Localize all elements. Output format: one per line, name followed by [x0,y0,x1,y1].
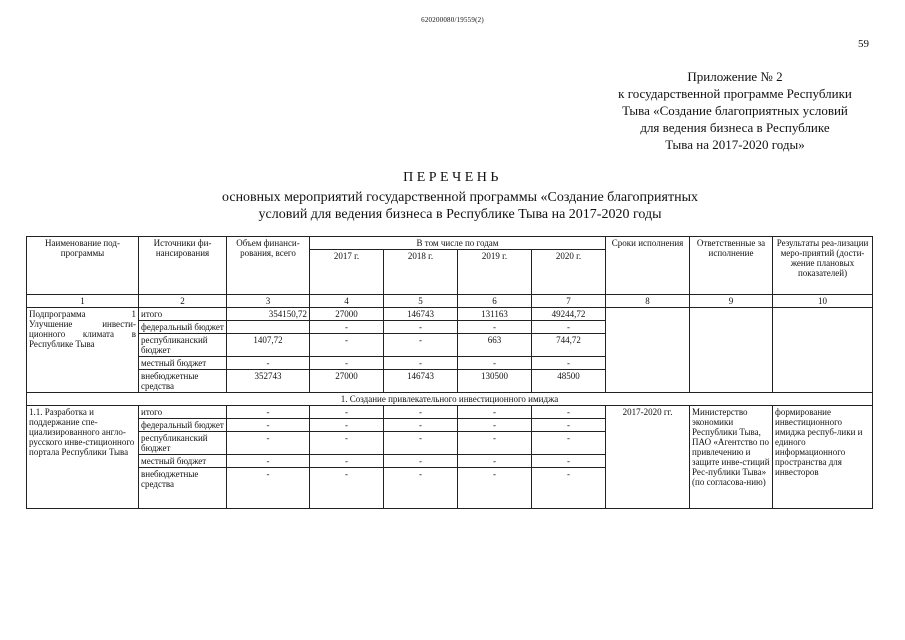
header-2018: 2018 г. [384,250,458,295]
year-2018-cell: - [384,321,458,334]
year-2017-cell: - [310,432,384,455]
section-title: 1. Создание привлекательного инвестиционного имиджа [27,393,873,406]
item-terms: 2017-2020 гг. [606,406,690,509]
year-2018-cell: 146743 [384,308,458,321]
year-2017-cell: - [310,406,384,419]
subtitle-line: условий для ведения бизнеса в Республике Тыва на 2017-2020 годы [258,207,662,222]
year-2018-cell: - [384,419,458,432]
year-2018-cell: - [384,406,458,419]
year-2017-cell: 27000 [310,370,384,393]
table-row [27,406,873,419]
year-2018-cell: 146743 [384,370,458,393]
appendix-line: Тыва на 2017-2020 годы» [665,137,805,152]
column-number: 3 [227,295,310,308]
item-name: 1.1. Разработка и поддержание спе-циализированного англо-русского инве-стиционного портала Республики Тыва [27,406,139,509]
appendix-line: к государственной программе Республики [618,86,852,101]
year-2019-cell: 131163 [458,308,532,321]
year-2020-cell: - [532,468,606,509]
year-2020-cell: - [532,455,606,468]
year-2017-cell: - [310,321,384,334]
year-2019-cell: - [458,432,532,455]
header-by-years: В том числе по годам [310,237,606,250]
year-2017-cell: - [310,357,384,370]
item-responsible: Министерство экономики Республики Тыва, ПАО «Агентство по привлечению и защите инве-стиций Рес-публики Тыва» (по согласова-нию) [690,406,773,509]
results-cell [773,308,873,393]
header-volume: Объем финанси-рования, всего [227,237,310,295]
year-2017-cell: 27000 [310,308,384,321]
column-number: 9 [690,295,773,308]
column-number: 8 [606,295,690,308]
item-results: формирование инвестиционного имиджа респуб-лики и единого информационного пространства для инвесторов [773,406,873,509]
column-numbers-row [27,295,873,308]
header-sources: Источники фи-нансирования [139,237,227,295]
source-cell: внебюджетные средства [139,468,227,509]
year-2019-cell: - [458,455,532,468]
year-2020-cell: 744,72 [532,334,606,357]
year-2020-cell: 48500 [532,370,606,393]
year-2018-cell: - [384,357,458,370]
year-2019-cell: - [458,419,532,432]
year-2018-cell: - [384,455,458,468]
year-2019-cell: - [458,468,532,509]
source-cell: внебюджетные средства [139,370,227,393]
year-2019-cell: 663 [458,334,532,357]
year-2020-cell: - [532,432,606,455]
total-cell: - [227,419,310,432]
total-cell: - [227,468,310,509]
year-2018-cell: - [384,432,458,455]
table-row [27,308,873,321]
year-2019-cell: - [458,321,532,334]
total-cell: - [227,432,310,455]
year-2019-cell: - [458,357,532,370]
column-number: 1 [27,295,139,308]
source-cell: итого [139,308,227,321]
source-cell: республиканский бюджет [139,334,227,357]
column-number: 2 [139,295,227,308]
subprogram-name: Подпрограмма 1 Улучшение инвести-ционного климата в Республике Тыва [27,308,139,393]
measures-table [26,236,873,509]
header-responsible: Ответственные за исполнение [690,237,773,295]
year-2019-cell: - [458,406,532,419]
column-number: 4 [310,295,384,308]
header-2019: 2019 г. [458,250,532,295]
responsible-cell [690,308,773,393]
appendix-line: Приложение № 2 [687,69,783,84]
year-2020-cell: - [532,406,606,419]
year-2020-cell: - [532,357,606,370]
total-cell: - [227,455,310,468]
section-row [27,393,873,406]
total-cell: 354150,72 [227,308,310,321]
total-cell: - [227,357,310,370]
document-subtitle [180,189,740,223]
total-cell: 352743 [227,370,310,393]
terms-cell [606,308,690,393]
header-results: Результаты реа-лизации меро-приятий (дости-жение плановых показателей) [773,237,873,295]
column-number: 7 [532,295,606,308]
document-title: ПЕРЕЧЕНЬ [403,170,502,185]
appendix-line: Тыва «Создание благоприятных условий [622,103,848,118]
year-2019-cell: 130500 [458,370,532,393]
source-cell: местный бюджет [139,455,227,468]
page-number: 59 [858,38,869,50]
column-number: 10 [773,295,873,308]
source-cell: итого [139,406,227,419]
year-2020-cell: - [532,419,606,432]
column-number: 5 [384,295,458,308]
year-2017-cell: - [310,468,384,509]
year-2018-cell: - [384,334,458,357]
source-cell: местный бюджет [139,357,227,370]
year-2017-cell: - [310,455,384,468]
header-row [27,237,873,250]
source-cell: федеральный бюджет [139,321,227,334]
year-2020-cell: - [532,321,606,334]
total-cell: - [227,406,310,419]
appendix-line: для ведения бизнеса в Республике [640,120,830,135]
subtitle-line: основных мероприятий государственной программы «Создание благоприятных [222,190,698,205]
year-2017-cell: - [310,334,384,357]
total-cell [227,321,310,334]
year-2020-cell: 49244,72 [532,308,606,321]
header-terms: Сроки исполнения [606,237,690,295]
source-cell: республиканский бюджет [139,432,227,455]
header-name: Наименование под-программы [27,237,139,295]
appendix-note [590,68,880,153]
year-2017-cell: - [310,419,384,432]
source-cell: федеральный бюджет [139,419,227,432]
column-number: 6 [458,295,532,308]
total-cell: 1407,72 [227,334,310,357]
header-2017: 2017 г. [310,250,384,295]
header-2020: 2020 г. [532,250,606,295]
document-id: 620200080/19559(2) [421,16,484,24]
year-2018-cell: - [384,468,458,509]
